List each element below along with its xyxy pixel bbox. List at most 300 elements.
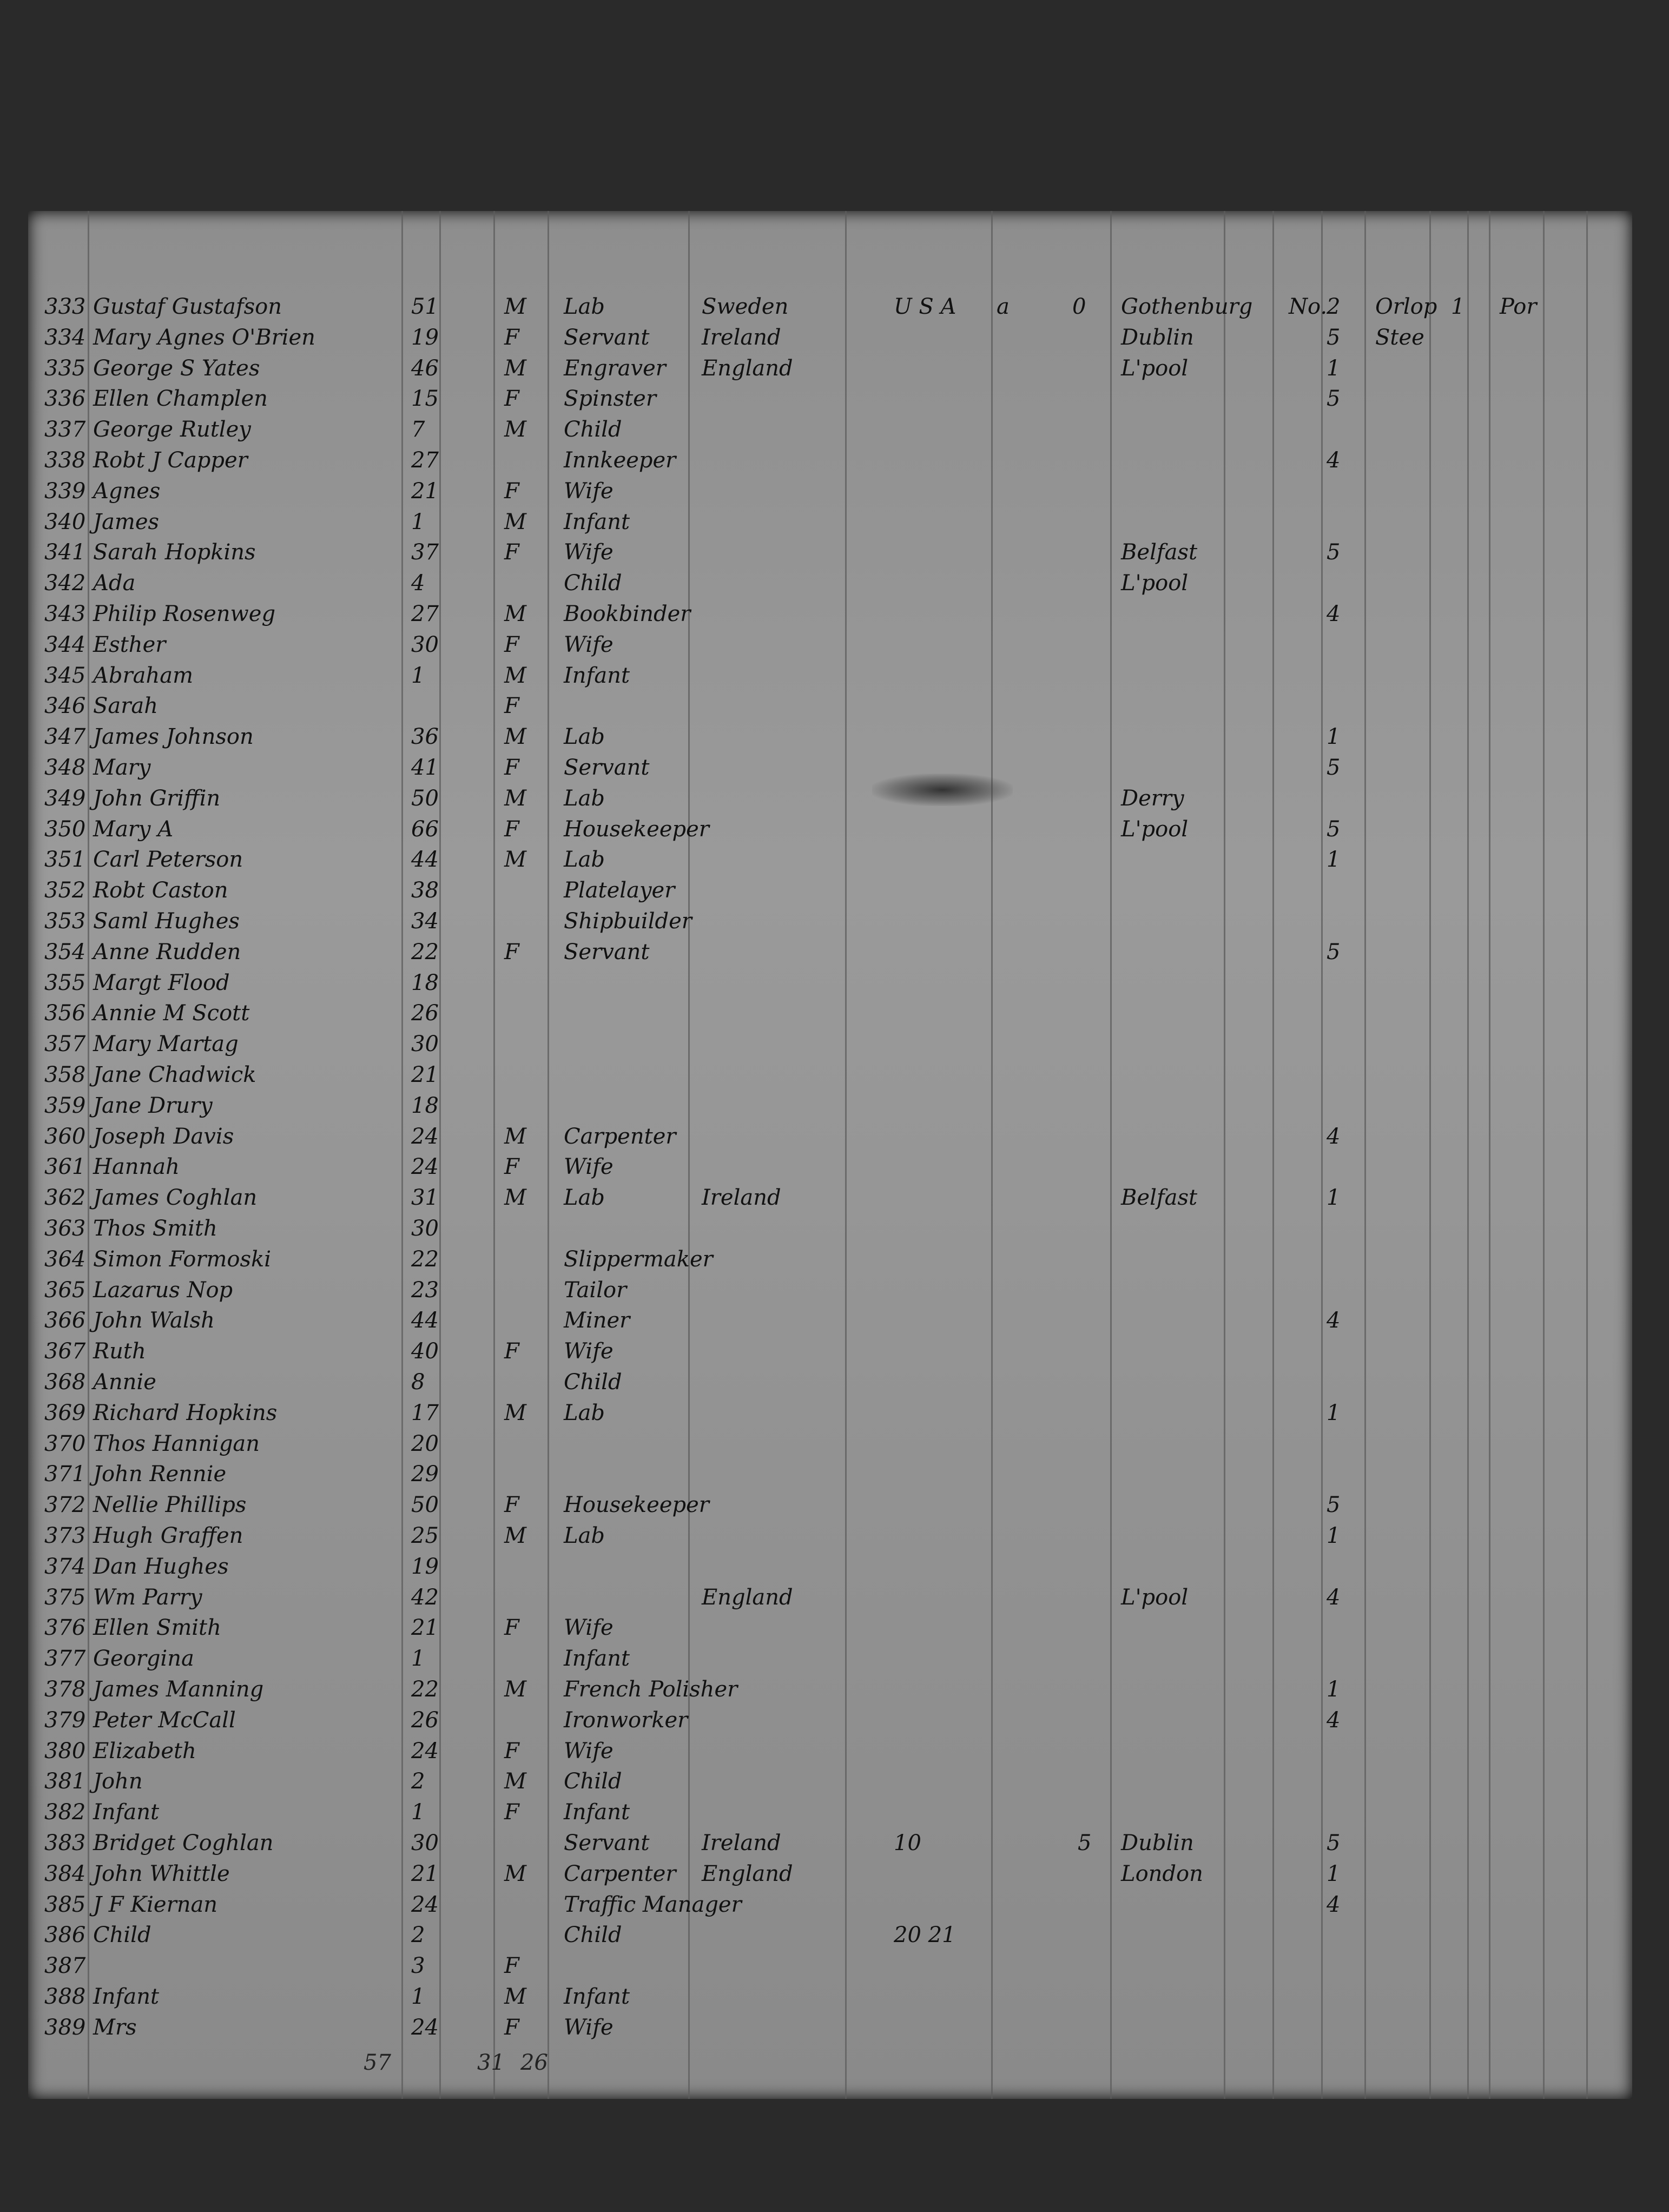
row-number: 342 xyxy=(44,571,86,596)
sex: F xyxy=(504,1615,519,1641)
port-of-embarkation: Dublin xyxy=(1121,1831,1194,1856)
row-number: 335 xyxy=(44,355,86,381)
age: 24 xyxy=(411,2015,439,2040)
sex: M xyxy=(504,1523,526,1548)
row-number: 383 xyxy=(44,1831,86,1856)
row-number: 344 xyxy=(44,632,86,657)
occupation: Wife xyxy=(564,632,613,657)
row-number: 351 xyxy=(44,847,86,873)
row-number: 336 xyxy=(44,386,86,412)
table-row xyxy=(28,567,1632,600)
age: 31 xyxy=(411,1185,439,1211)
mark-five: 5 xyxy=(1078,1831,1092,1856)
passenger-name: Mary A xyxy=(93,816,174,842)
table-row xyxy=(28,506,1632,539)
table-row xyxy=(28,1950,1632,1983)
table-row xyxy=(28,967,1632,1000)
table-row xyxy=(28,690,1632,723)
sex: M xyxy=(504,1124,526,1149)
row-number: 346 xyxy=(44,694,86,719)
passenger-name: John xyxy=(93,1769,143,1794)
age: 21 xyxy=(411,1062,439,1087)
row-number: 365 xyxy=(44,1277,86,1303)
sex: F xyxy=(504,1800,519,1825)
age: 22 xyxy=(411,1677,439,1702)
table-row xyxy=(28,1766,1632,1799)
passenger-name: Carl Peterson xyxy=(93,847,243,873)
table-row xyxy=(28,1520,1632,1553)
passenger-name: Lazarus Nop xyxy=(93,1277,233,1303)
age: 44 xyxy=(411,1308,439,1333)
row-number: 386 xyxy=(44,1923,86,1948)
table-row xyxy=(28,1458,1632,1491)
port-of-embarkation: Gothenburg xyxy=(1121,294,1253,319)
row-number: 372 xyxy=(44,1493,86,1518)
table-row xyxy=(28,1397,1632,1430)
passenger-name: Annie xyxy=(93,1370,156,1395)
sex: F xyxy=(504,325,519,350)
occupation: Wife xyxy=(564,478,613,504)
sex: M xyxy=(504,509,526,534)
sex: M xyxy=(504,1861,526,1886)
country: Ireland xyxy=(702,1831,781,1856)
port-of-embarkation: L'pool xyxy=(1121,571,1189,596)
age: 42 xyxy=(411,1584,439,1610)
row-number: 385 xyxy=(44,1892,86,1917)
row-number: 354 xyxy=(44,939,86,965)
occupation: Wife xyxy=(564,1154,613,1180)
row-number: 350 xyxy=(44,816,86,842)
passenger-name: Robt Caston xyxy=(93,878,228,903)
row-number: 338 xyxy=(44,448,86,473)
age: 1 xyxy=(411,1984,425,2009)
passenger-name: James Coghlan xyxy=(93,1185,258,1211)
passenger-name: Mrs xyxy=(93,2015,137,2040)
age: 30 xyxy=(411,1831,439,1856)
table-row xyxy=(28,1275,1632,1308)
passenger-name: Ellen Smith xyxy=(93,1615,221,1641)
citizenship: U S A xyxy=(894,294,956,319)
sex: F xyxy=(504,1953,519,1979)
citizenship: 20 21 xyxy=(894,1923,956,1948)
age: 22 xyxy=(411,939,439,965)
passenger-name: Thos Smith xyxy=(93,1216,217,1241)
passenger-name: Agnes xyxy=(93,478,161,504)
count: 1 xyxy=(1451,294,1465,319)
row-number: 360 xyxy=(44,1124,86,1149)
occupation: Wife xyxy=(564,1615,613,1641)
age: 4 xyxy=(411,571,425,596)
occupation: Carpenter xyxy=(564,1861,676,1886)
passenger-name: Annie M Scott xyxy=(93,1001,250,1026)
row-number: 345 xyxy=(44,663,86,688)
occupation: Servant xyxy=(564,939,650,965)
age: 2 xyxy=(411,1769,425,1794)
table-row xyxy=(28,998,1632,1031)
age: 51 xyxy=(411,294,439,319)
citizenship: 10 xyxy=(894,1831,921,1856)
table-row xyxy=(28,1612,1632,1645)
occupation: Servant xyxy=(564,755,650,780)
passenger-name: Richard Hopkins xyxy=(93,1400,278,1425)
table-row xyxy=(28,1305,1632,1338)
occupation: Wife xyxy=(564,540,613,565)
country: England xyxy=(702,355,793,381)
bag-count: 2 xyxy=(1327,294,1341,319)
passenger-name: Bridget Coghlan xyxy=(93,1831,274,1856)
sex: F xyxy=(504,540,519,565)
tally-c: 26 xyxy=(520,2050,548,2075)
row-number: 352 xyxy=(44,878,86,903)
table-row xyxy=(28,383,1632,416)
passenger-name: Philip Rosenweg xyxy=(93,602,276,626)
age: 21 xyxy=(411,1615,439,1641)
table-row xyxy=(28,1336,1632,1369)
row-number: 356 xyxy=(44,1001,86,1026)
sex: M xyxy=(504,1677,526,1702)
row-number: 378 xyxy=(44,1677,86,1702)
table-row xyxy=(28,721,1632,754)
bag-count: 5 xyxy=(1327,755,1341,780)
passenger-name: Sarah xyxy=(93,694,158,719)
bag-count: 5 xyxy=(1327,1493,1341,1518)
table-row xyxy=(28,1735,1632,1768)
ledger-page xyxy=(28,211,1632,2099)
occupation: Child xyxy=(564,1370,622,1395)
row-number: 333 xyxy=(44,294,86,319)
tally-b: 31 xyxy=(477,2050,505,2075)
sex: M xyxy=(504,847,526,873)
row-number: 371 xyxy=(44,1462,86,1487)
age: 19 xyxy=(411,1554,439,1579)
bag-count: 5 xyxy=(1327,540,1341,565)
age: 24 xyxy=(411,1154,439,1180)
age: 38 xyxy=(411,878,439,903)
table-row xyxy=(28,1151,1632,1184)
age: 30 xyxy=(411,632,439,657)
age: 40 xyxy=(411,1339,439,1364)
age: 1 xyxy=(411,663,425,688)
berth-location: Stee xyxy=(1375,325,1424,350)
age: 24 xyxy=(411,1892,439,1917)
bag-count: 4 xyxy=(1327,1584,1341,1610)
table-row xyxy=(28,445,1632,478)
passenger-name: James xyxy=(93,509,160,534)
passenger-name: Elizabeth xyxy=(93,1738,196,1764)
age: 66 xyxy=(411,816,439,842)
occupation: Lab xyxy=(564,1400,605,1425)
bag-count: 5 xyxy=(1327,386,1341,412)
row-number: 357 xyxy=(44,1032,86,1057)
passenger-name: Peter McCall xyxy=(93,1707,236,1733)
table-row xyxy=(28,1489,1632,1522)
age: 1 xyxy=(411,509,425,534)
age: 37 xyxy=(411,540,439,565)
port-of-embarkation: Derry xyxy=(1121,785,1184,811)
row-number: 359 xyxy=(44,1093,86,1118)
age: 20 xyxy=(411,1431,439,1456)
port-of-embarkation: L'pool xyxy=(1121,355,1189,381)
age: 30 xyxy=(411,1032,439,1057)
country: Ireland xyxy=(702,325,781,350)
age: 30 xyxy=(411,1216,439,1241)
bag-count: 4 xyxy=(1327,1124,1341,1149)
age: 22 xyxy=(411,1246,439,1272)
table-row xyxy=(28,1182,1632,1215)
age: 19 xyxy=(411,325,439,350)
table-row xyxy=(28,414,1632,447)
passenger-name: John Walsh xyxy=(93,1308,215,1333)
passenger-name: Wm Parry xyxy=(93,1584,202,1610)
port-of-embarkation: Belfast xyxy=(1121,540,1198,565)
sex: M xyxy=(504,1400,526,1425)
occupation: Wife xyxy=(564,1339,613,1364)
age: 26 xyxy=(411,1001,439,1026)
occupation: Carpenter xyxy=(564,1124,676,1149)
table-row xyxy=(28,1028,1632,1061)
bag-count: 5 xyxy=(1327,816,1341,842)
occupation: Housekeeper xyxy=(564,1493,709,1518)
tally-footer xyxy=(28,2050,1632,2094)
age: 8 xyxy=(411,1370,425,1395)
table-row xyxy=(28,322,1632,355)
occupation: Slippermaker xyxy=(564,1246,713,1272)
row-number: 337 xyxy=(44,417,86,443)
occupation: Infant xyxy=(564,1800,630,1825)
age: 41 xyxy=(411,755,439,780)
passenger-name: Child xyxy=(93,1923,151,1948)
passenger-name: Joseph Davis xyxy=(93,1124,234,1149)
occupation: Traffic Manager xyxy=(564,1892,742,1917)
row-number: 358 xyxy=(44,1062,86,1087)
occupation: Lab xyxy=(564,1523,605,1548)
occupation: Wife xyxy=(564,1738,613,1764)
passenger-name: Esther xyxy=(93,632,166,657)
passenger-name: George Rutley xyxy=(93,417,251,443)
table-row xyxy=(28,1551,1632,1584)
row-number: 364 xyxy=(44,1246,86,1272)
sex: M xyxy=(504,1769,526,1794)
age: 29 xyxy=(411,1462,439,1487)
age: 17 xyxy=(411,1400,439,1425)
occupation: Infant xyxy=(564,1984,630,2009)
row-number: 367 xyxy=(44,1339,86,1364)
passenger-name: Hugh Graffen xyxy=(93,1523,243,1548)
sex: M xyxy=(504,1984,526,2009)
port-of-embarkation: London xyxy=(1121,1861,1203,1886)
occupation: French Polisher xyxy=(564,1677,738,1702)
table-row xyxy=(28,936,1632,969)
sex: F xyxy=(504,694,519,719)
row-number: 387 xyxy=(44,1953,86,1979)
mark-a: a xyxy=(997,294,1010,319)
occupation: Wife xyxy=(564,2015,613,2040)
passenger-name: James Manning xyxy=(93,1677,264,1702)
occupation: Housekeeper xyxy=(564,816,709,842)
passenger-name: Simon Formoski xyxy=(93,1246,272,1272)
occupation: Spinster xyxy=(564,386,656,412)
country: England xyxy=(702,1584,793,1610)
occupation: Child xyxy=(564,1923,622,1948)
table-row xyxy=(28,1121,1632,1154)
port-of-embarkation: Dublin xyxy=(1121,325,1194,350)
sex: F xyxy=(504,632,519,657)
age: 21 xyxy=(411,478,439,504)
occupation: Miner xyxy=(564,1308,630,1333)
occupation: Ironworker xyxy=(564,1707,688,1733)
passenger-name: Anne Rudden xyxy=(93,939,241,965)
passenger-name: Ruth xyxy=(93,1339,146,1364)
sex: M xyxy=(504,1185,526,1211)
row-number: 376 xyxy=(44,1615,86,1641)
row-number: 355 xyxy=(44,970,86,995)
bag-count: 5 xyxy=(1327,325,1341,350)
age: 26 xyxy=(411,1707,439,1733)
occupation: Child xyxy=(564,1769,622,1794)
sex: F xyxy=(504,1738,519,1764)
bag-count: 1 xyxy=(1327,847,1341,873)
passenger-name: Gustaf Gustafson xyxy=(93,294,282,319)
age: 34 xyxy=(411,909,439,934)
passenger-name: Georgina xyxy=(93,1646,194,1672)
table-row xyxy=(28,660,1632,693)
passenger-name: John Rennie xyxy=(93,1462,227,1487)
bag-count: 1 xyxy=(1327,355,1341,381)
occupation: Lab xyxy=(564,785,605,811)
row-number: 347 xyxy=(44,724,86,750)
age: 2 xyxy=(411,1923,425,1948)
row-number: 379 xyxy=(44,1707,86,1733)
age: 7 xyxy=(411,417,425,443)
row-number: 363 xyxy=(44,1216,86,1241)
row-number: 343 xyxy=(44,602,86,626)
age: 50 xyxy=(411,1493,439,1518)
table-row xyxy=(28,1582,1632,1615)
sex: F xyxy=(504,1493,519,1518)
sex: M xyxy=(504,663,526,688)
passenger-name: Jane Chadwick xyxy=(93,1062,256,1087)
table-row xyxy=(28,783,1632,816)
bag-count: 1 xyxy=(1327,1185,1341,1211)
age: 21 xyxy=(411,1861,439,1886)
row-number: 368 xyxy=(44,1370,86,1395)
table-row xyxy=(28,1674,1632,1707)
sex: M xyxy=(504,355,526,381)
bag-count: 1 xyxy=(1327,1677,1341,1702)
table-row xyxy=(28,1244,1632,1277)
passenger-name: Dan Hughes xyxy=(93,1554,229,1579)
row-number: 340 xyxy=(44,509,86,534)
row-number: 374 xyxy=(44,1554,86,1579)
passenger-name: Mary Martag xyxy=(93,1032,239,1057)
port-of-embarkation: L'pool xyxy=(1121,816,1189,842)
occupation: Bookbinder xyxy=(564,602,691,626)
sex: F xyxy=(504,2015,519,2040)
age: 50 xyxy=(411,785,439,811)
country: Sweden xyxy=(702,294,789,319)
occupation: Servant xyxy=(564,1831,650,1856)
row-number: 389 xyxy=(44,2015,86,2040)
passenger-name: John Griffin xyxy=(93,785,221,811)
table-row xyxy=(28,844,1632,877)
age: 25 xyxy=(411,1523,439,1548)
sex: M xyxy=(504,785,526,811)
bag-count: 1 xyxy=(1327,724,1341,750)
passenger-name: Infant xyxy=(93,1984,160,2009)
passenger-name: Jane Drury xyxy=(93,1093,213,1118)
passenger-name: Mary xyxy=(93,755,151,780)
passenger-name: Margt Flood xyxy=(93,970,230,995)
table-row xyxy=(28,814,1632,847)
bag-count: 4 xyxy=(1327,602,1341,626)
passenger-name: J F Kiernan xyxy=(93,1892,218,1917)
occupation: Infant xyxy=(564,1646,630,1672)
table-row xyxy=(28,1366,1632,1399)
bag-count: 1 xyxy=(1327,1861,1341,1886)
passenger-name: Sarah Hopkins xyxy=(93,540,256,565)
row-number: 348 xyxy=(44,755,86,780)
occupation: Child xyxy=(564,571,622,596)
class: No. xyxy=(1289,294,1328,319)
row-number: 375 xyxy=(44,1584,86,1610)
mark-zero: 0 xyxy=(1072,294,1086,319)
row-number: 377 xyxy=(44,1646,86,1672)
sex: M xyxy=(504,294,526,319)
table-row xyxy=(28,1059,1632,1092)
table-row xyxy=(28,629,1632,662)
passenger-name: Ellen Champlen xyxy=(93,386,268,412)
table-row xyxy=(28,1919,1632,1952)
table-row xyxy=(28,476,1632,509)
table-row xyxy=(28,291,1632,324)
table-row xyxy=(28,906,1632,939)
occupation: Lab xyxy=(564,294,605,319)
table-row xyxy=(28,752,1632,785)
age: 24 xyxy=(411,1124,439,1149)
sex: M xyxy=(504,417,526,443)
occupation: Platelayer xyxy=(564,878,675,903)
occupation: Lab xyxy=(564,847,605,873)
age: 27 xyxy=(411,602,439,626)
age: 1 xyxy=(411,1646,425,1672)
passenger-name: Hannah xyxy=(93,1154,180,1180)
country: Ireland xyxy=(702,1185,781,1211)
berth-location: Orlop xyxy=(1375,294,1437,319)
table-row xyxy=(28,1213,1632,1246)
row-number: 370 xyxy=(44,1431,86,1456)
bag-count: 5 xyxy=(1327,939,1341,965)
occupation: Lab xyxy=(564,724,605,750)
table-row xyxy=(28,1090,1632,1123)
passenger-name: Nellie Phillips xyxy=(93,1493,247,1518)
passenger-name: John Whittle xyxy=(93,1861,230,1886)
table-row xyxy=(28,353,1632,386)
port-of-embarkation: Belfast xyxy=(1121,1185,1198,1211)
bag-count: 1 xyxy=(1327,1400,1341,1425)
row-number: 341 xyxy=(44,540,86,565)
port-of-embarkation: L'pool xyxy=(1121,1584,1189,1610)
occupation: Shipbuilder xyxy=(564,909,692,934)
age: 15 xyxy=(411,386,439,412)
bag-count: 5 xyxy=(1327,1831,1341,1856)
row-number: 362 xyxy=(44,1185,86,1211)
row-number: 381 xyxy=(44,1769,86,1794)
bag-count: 4 xyxy=(1327,1707,1341,1733)
passenger-name: Saml Hughes xyxy=(93,909,240,934)
sex: M xyxy=(504,602,526,626)
row-number: 380 xyxy=(44,1738,86,1764)
table-row xyxy=(28,1643,1632,1676)
